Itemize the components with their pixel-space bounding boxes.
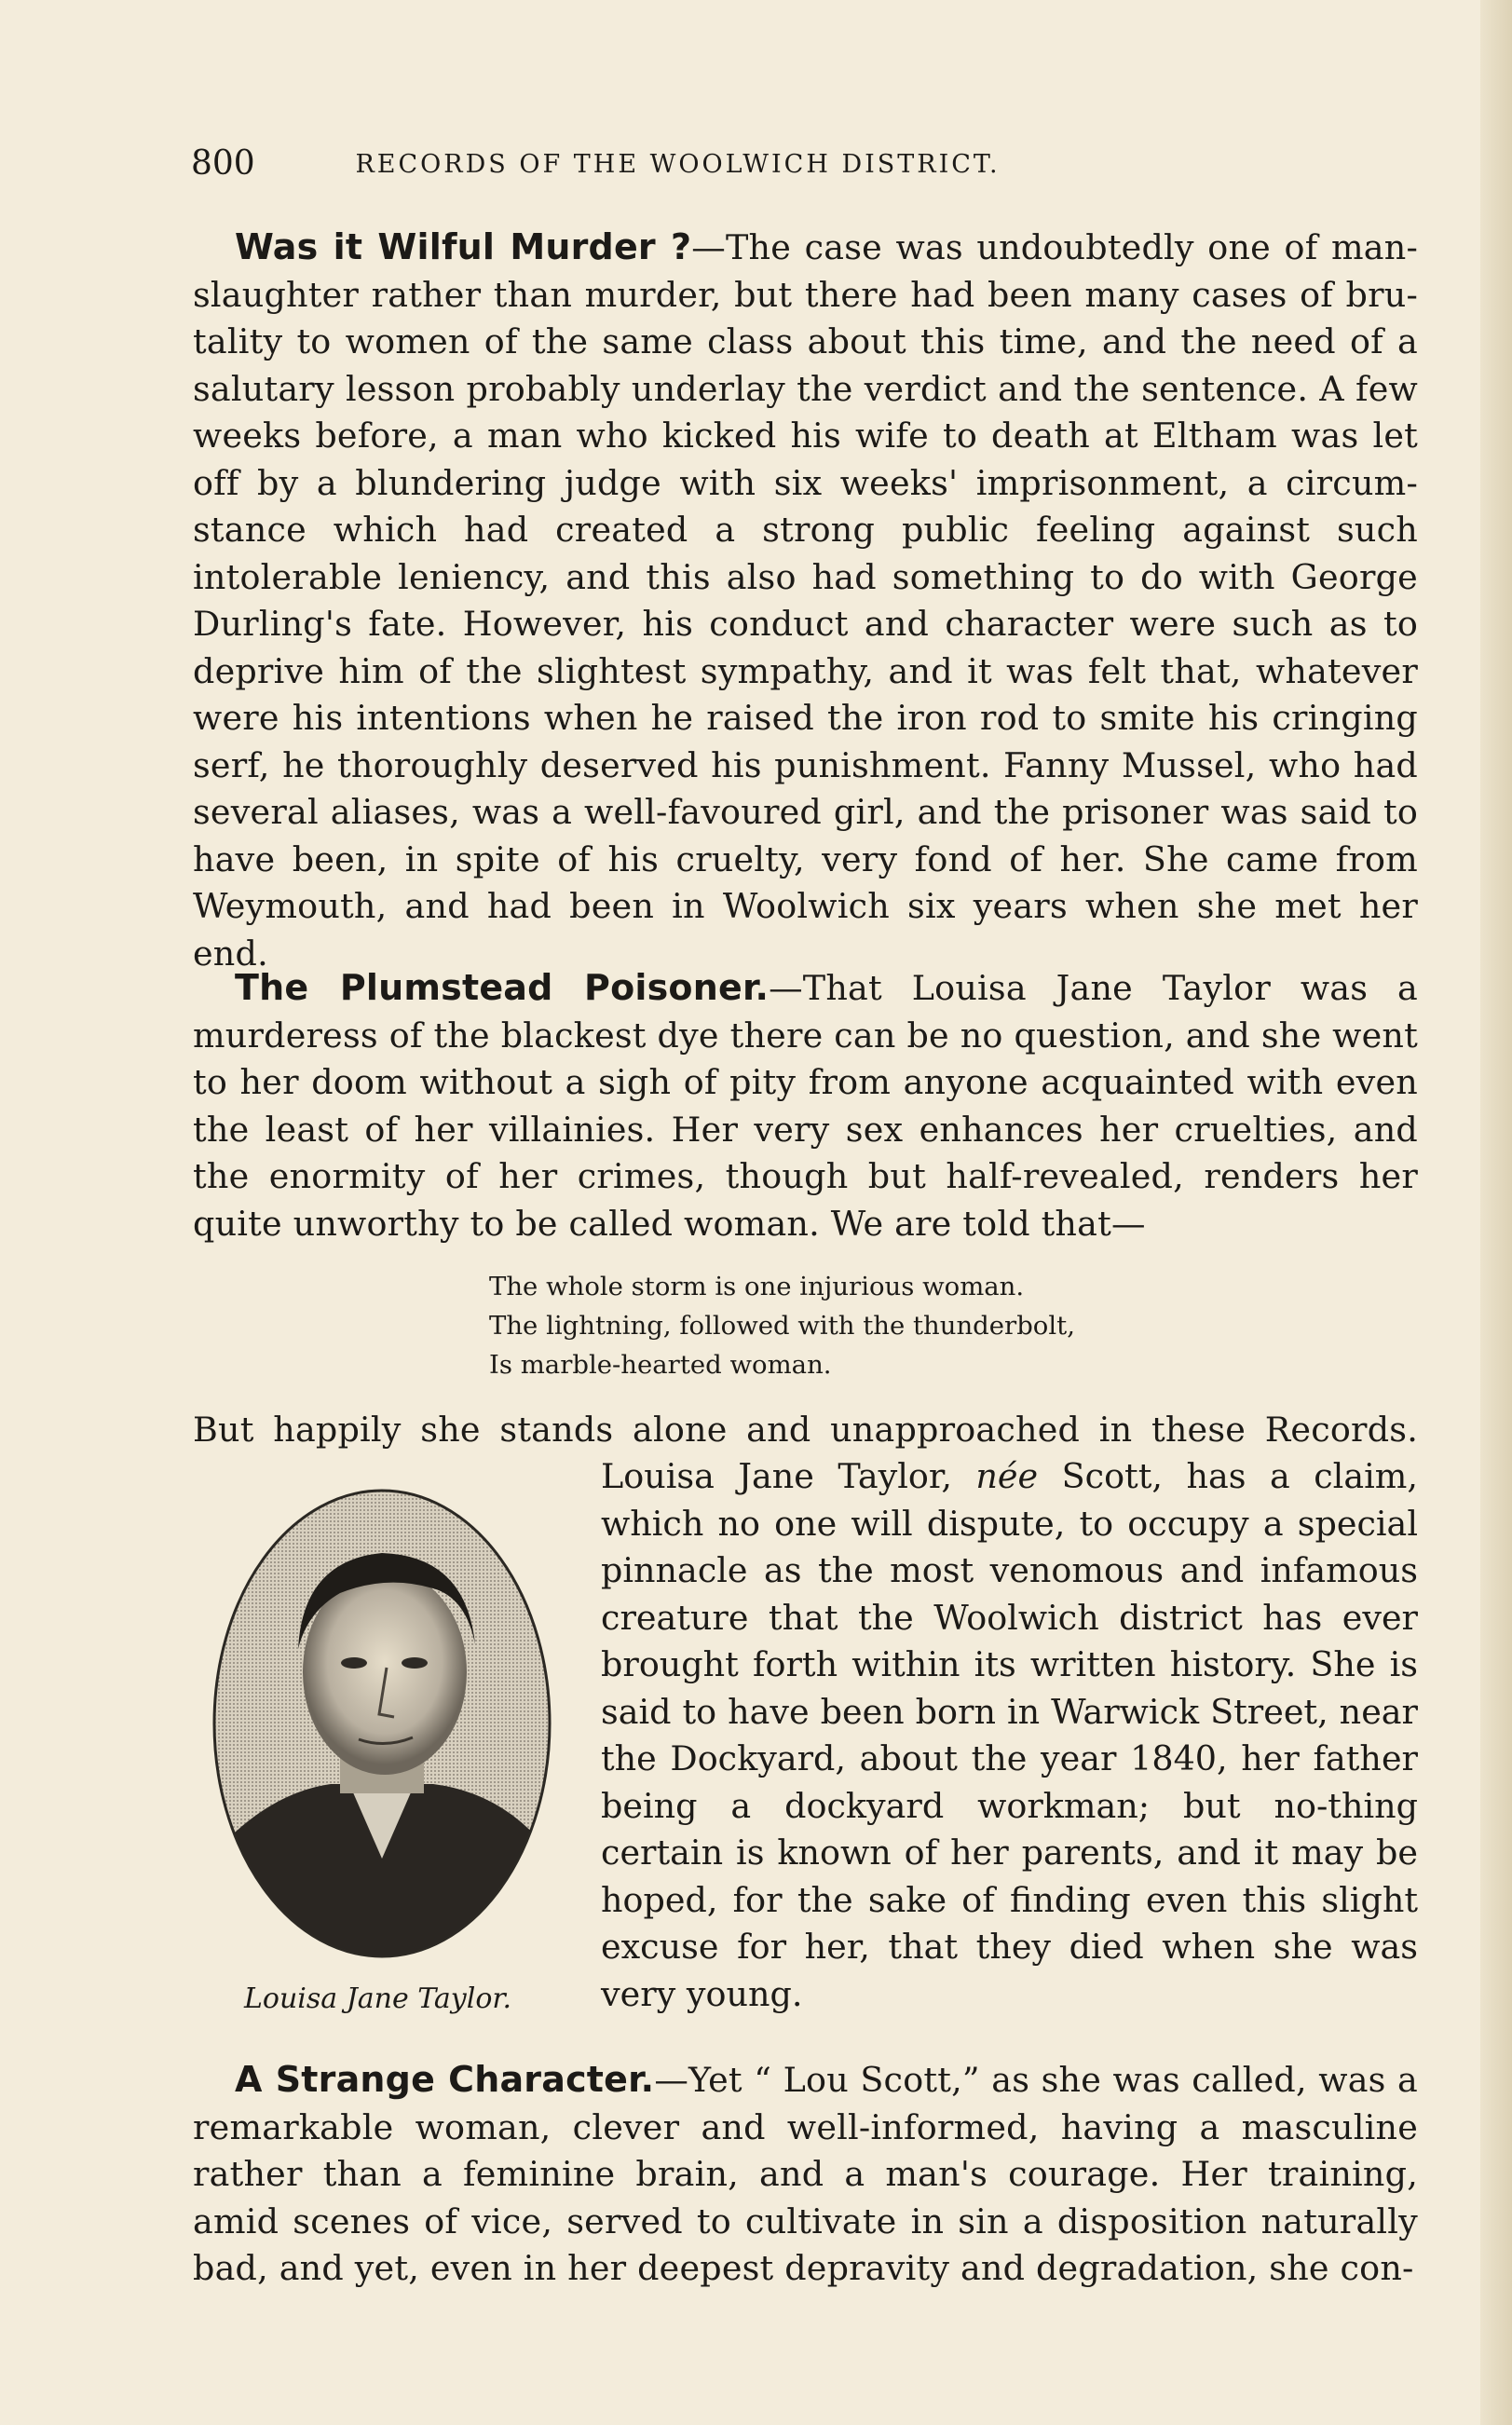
paragraph-text: —Yet “ Lou Scott,” as she was called, was a remarkable woman, clever and well-informed, having a masculine rather than a feminine brain, and a man's courage. Her training, amid scenes of vice, served to cultivate in sin a disposition naturally bad, and yet, even in her deepest depravity and degradation, she con- (193, 2060, 1418, 2288)
portrait-image (210, 1486, 554, 1961)
running-title: RECORDS OF THE WOOLWICH DISTRICT. (355, 150, 1001, 179)
paragraph-text: Louisa Jane Taylor, (601, 1456, 952, 1496)
heading-strange-character: A Strange Character. (235, 2059, 655, 2100)
paragraph-louisa-taylor (601, 1453, 1418, 2018)
page-edge (1480, 0, 1512, 2425)
verse-line: The lightning, followed with the thunderbolt, (489, 1311, 1075, 1341)
paragraph-strange-character (193, 2056, 1418, 2293)
portrait-engraving (210, 1486, 554, 1961)
portrait-caption: Louisa Jane Taylor. (244, 1982, 511, 2015)
verse-quotation (489, 1267, 1075, 1384)
nee-word: née (975, 1456, 1039, 1496)
paragraph-text: —The case was undoubtedly one of man-slaughter rather than murder, but there had been many cases of bru-tality to women of the same class about this time, and the need of a salutary lesson probably underlay the verdict and the sentence. A few weeks before, a man who kicked his wife to death at Eltham was let off by a blundering judge with six weeks' imprisonment, a circum-stance which had created a strong public feeling against such intolerable leniency, and this also had something to do with George Durling's fate. However, his conduct and character were such as to deprive him of the slightest sympathy, and it was felt that, whatever were his intentions when he raised the iron rod to smite his cringing serf, he thoroughly deserved his punishment. Fanny Mussel, who had several aliases, was a well-favoured girl, and the prisoner was said to have been, in spite of his cruelty, very fond of her. She came from Weymouth, and had been in Woolwich six years when she met her end. (193, 227, 1418, 974)
verse-line: The whole storm is one injurious woman. (489, 1272, 1025, 1301)
paragraph-wilful-murder (193, 224, 1418, 977)
paragraph-text: But happily she stands alone and unapproached in these Records. (193, 1410, 1418, 1450)
paragraph-first-line (193, 1407, 1418, 1454)
paragraph-text: —That Louisa Jane Taylor was a murderess of the blackest dye there can be no question, and she went to her doom without a sigh of pity from anyone acquainted with even the least of her villainies. Her very sex enhances her cruelties, and the enormity of her crimes, though but half-revealed, renders her quite unworthy to be called woman. We are told that— (193, 968, 1418, 1244)
verse-line: Is marble-hearted woman. (489, 1350, 832, 1380)
page-header (191, 144, 1165, 189)
heading-plumstead-poisoner: The Plumstead Poisoner. (235, 967, 770, 1008)
paragraph-text: Scott, has a claim, which no one will dispute, to occupy a special pinnacle as the most venomous and infamous creature that the Woolwich district has ever brought forth within its written history. She is said to have been born in Warwick Street, near the Dockyard, about the year 1840, her father being a dockyard workman; but no-thing certain is known of her parents, and it may be hoped, for the sake of finding even this slight excuse for her, that they died when she was very young. (601, 1456, 1418, 2014)
paragraph-plumstead-poisoner (193, 964, 1418, 1247)
page-number: 800 (191, 144, 255, 183)
heading-wilful-murder: Was it Wilful Murder ? (235, 226, 692, 267)
